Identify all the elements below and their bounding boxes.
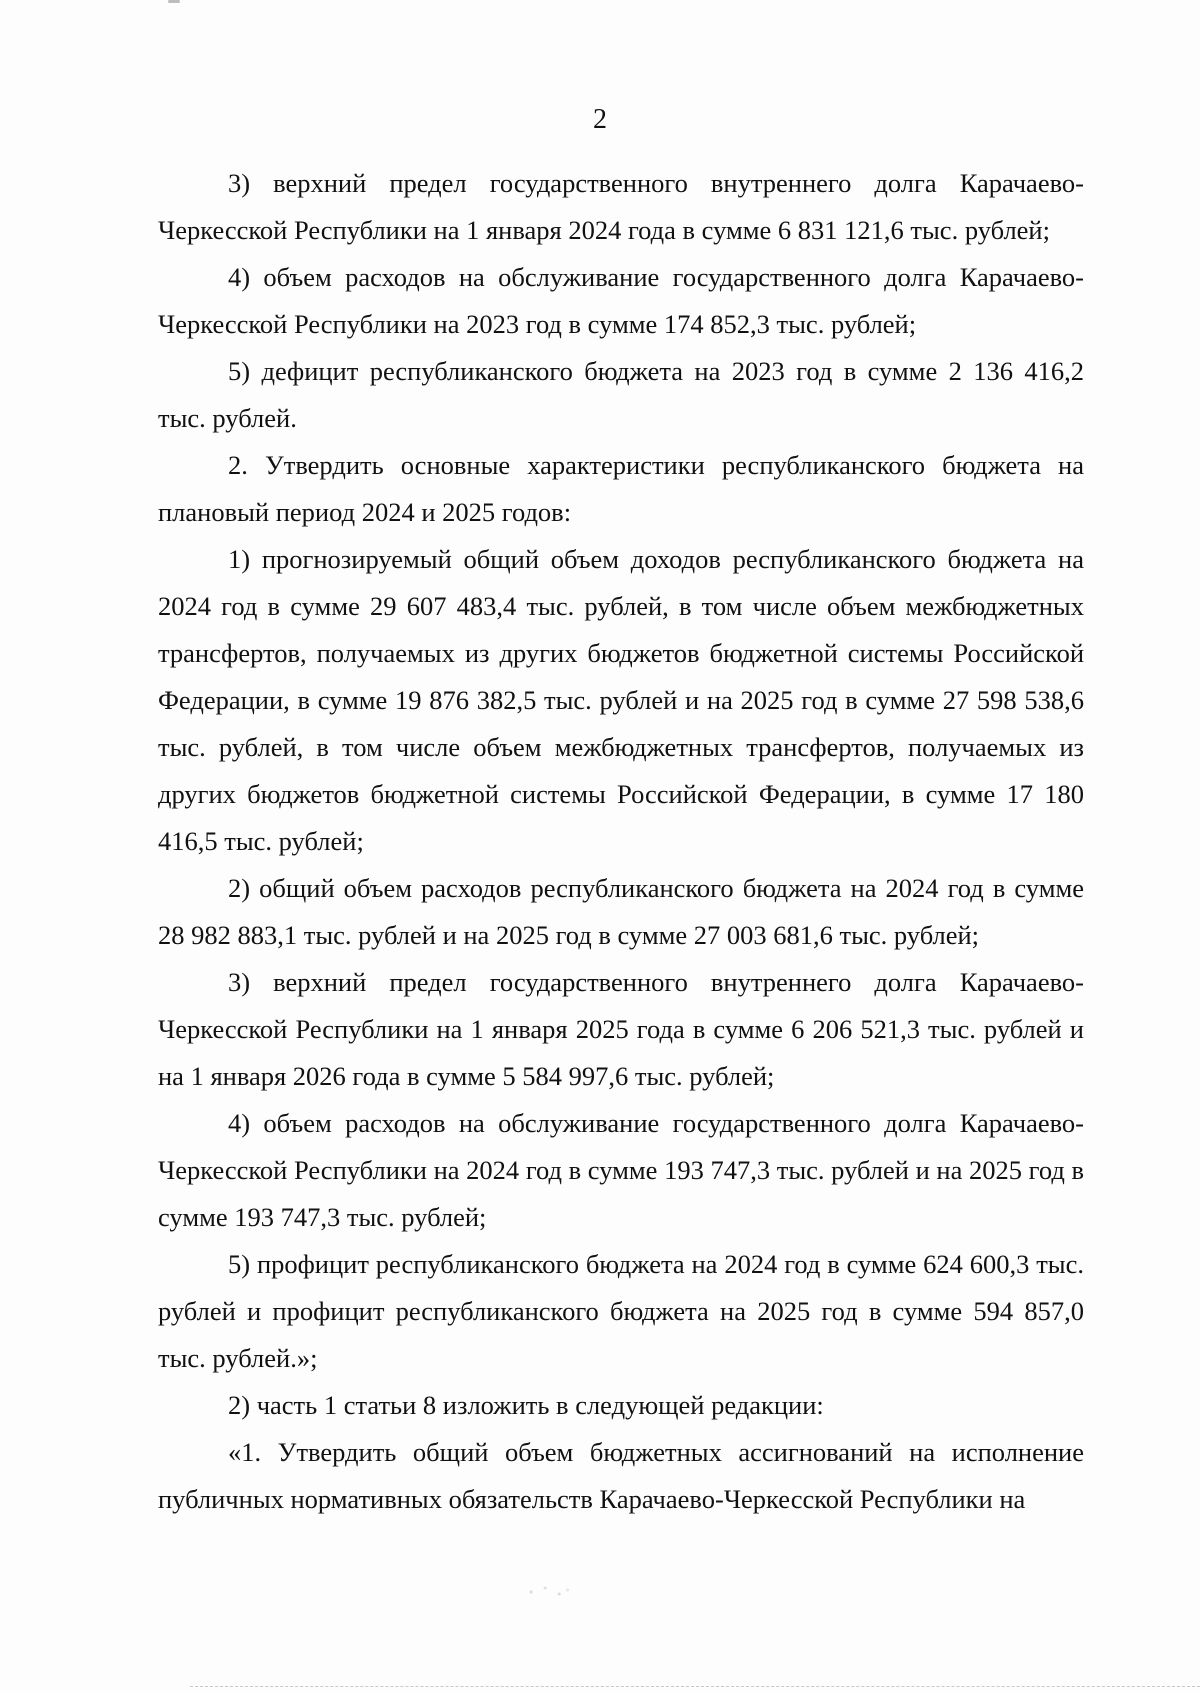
paragraph-revenues-2024-2025: 1) прогнозируемый общий объем доходов республиканского бюджета на 2024 год в сумме 29 607 483,4 тыс. рублей, в том числе объем межбюджетных трансфертов, получаемых из других бюджетов бюджетной системы Российской Федерации, в сумме 19 876 382,5 тыс. рублей и на 2025 год в сумме 27 598 538,6 тыс. рублей, в том числе объем межбюджетных трансфертов, получаемых из других бюджетов бюджетной системы Российской Федерации, в сумме 17 180 416,5 тыс. рублей; [158, 544, 1084, 856]
paragraph-deficit-2023: 5) дефицит республиканского бюджета на 2023 год в сумме 2 136 416,2 тыс. рублей. [158, 356, 1084, 433]
page-number: 2 [593, 104, 607, 135]
paragraph-debt-service-2023: 4) объем расходов на обслуживание государственного долга Карачаево-Черкесской Республики на 2023 год в сумме 174 852,3 тыс. рублей; [158, 262, 1084, 339]
paragraph-article-8-amendment: 2) часть 1 статьи 8 изложить в следующей редакции: [228, 1390, 824, 1420]
paragraph-debt-service-2024-2025: 4) объем расходов на обслуживание государственного долга Карачаево-Черкесской Республики на 2024 год в сумме 193 747,3 тыс. рублей и на 2025 год в сумме 193 747,3 тыс. рублей; [158, 1108, 1084, 1232]
paragraph-surplus-2024-2025: 5) профицит республиканского бюджета на 2024 год в сумме 624 600,3 тыс. рублей и профицит республиканского бюджета на 2025 год в сумме 594 857,0 тыс. рублей.»; [158, 1249, 1084, 1373]
scan-edge-line [190, 1686, 1200, 1687]
document-body [158, 160, 1084, 1523]
paragraph-debt-limit-2025-2026: 3) верхний предел государственного внутреннего долга Карачаево-Черкесской Республики на 1 января 2025 года в сумме 6 206 521,3 тыс. рублей и на 1 января 2026 года в сумме 5 584 997,6 тыс. рублей; [158, 967, 1084, 1091]
paragraph-public-obligations: «1. Утвердить общий объем бюджетных ассигнований на исполнение публичных нормативных обязательств Карачаево-Черкесской Республики на [158, 1437, 1084, 1514]
paragraph-planning-period: 2. Утвердить основные характеристики республиканского бюджета на плановый период 2024 и 2025 годов: [158, 450, 1084, 527]
scan-artifact [520, 1582, 576, 1602]
paragraph-expenditures-2024-2025: 2) общий объем расходов республиканского бюджета на 2024 год в сумме 28 982 883,1 тыс. рублей и на 2025 год в сумме 27 003 681,6 тыс. рублей; [158, 873, 1084, 950]
scan-speck [168, 0, 180, 3]
paragraph-debt-limit-2024: 3) верхний предел государственного внутреннего долга Карачаево-Черкесской Республики на 1 января 2024 года в сумме 6 831 121,6 тыс. рублей; [158, 168, 1084, 245]
